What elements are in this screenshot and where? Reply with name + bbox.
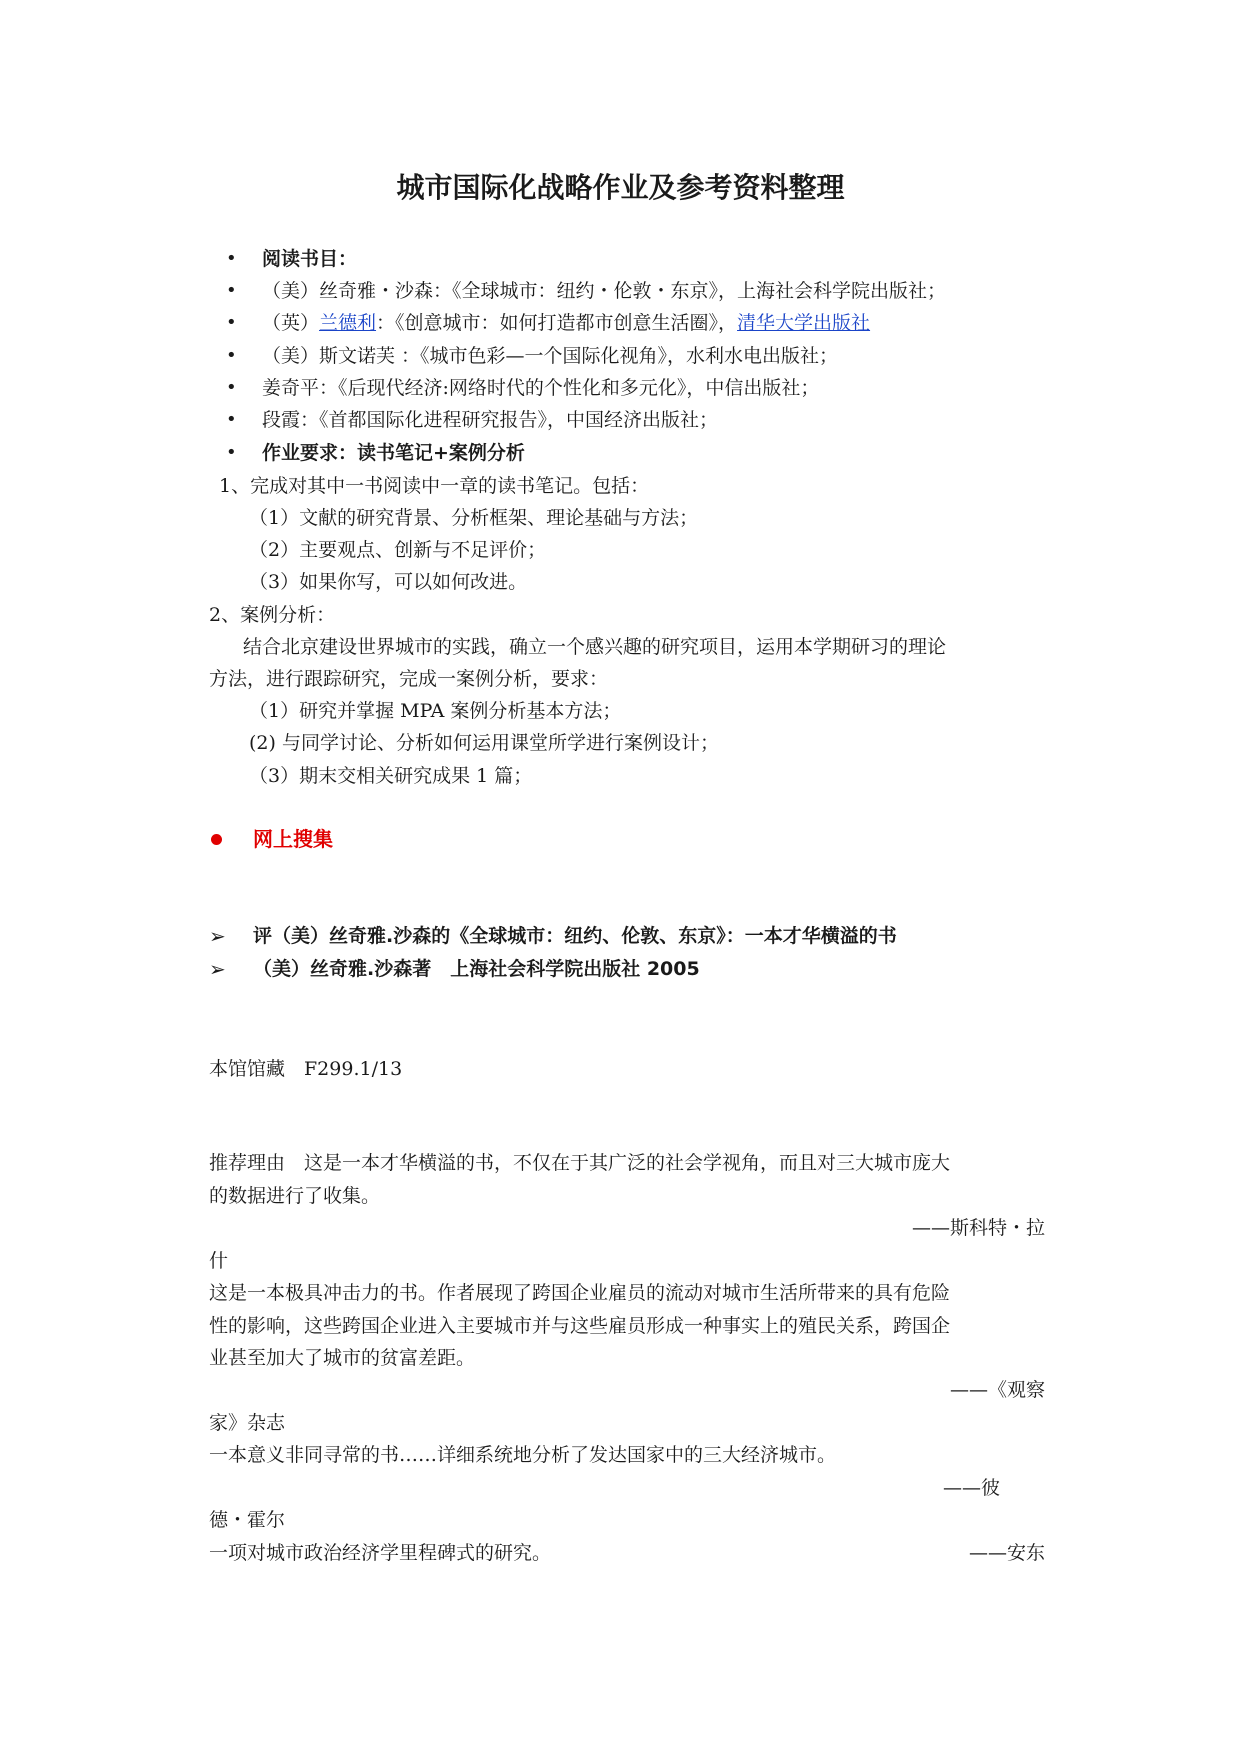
bullet-icon: • [226, 442, 237, 463]
book-item-4: 姜奇平：《后现代经济:网络时代的个性化和多元化》，中信出版社； [262, 377, 820, 399]
attribution-1: ——斯科特・拉 [911, 1217, 1045, 1239]
book-info: （美）丝奇雅.沙森著 上海社会科学院出版社 2005 [253, 958, 700, 980]
attribution-4: ——安东 [968, 1542, 1045, 1564]
quote-2-line-1: 这是一本极具冲击力的书。作者展现了跨国企业雇员的流动对城市生活所带来的具有危险 [209, 1282, 951, 1304]
bullet-icon: • [226, 409, 237, 430]
homework-item-2-2: (2) 与同学讨论、分析如何运用课堂所学进行案例设计； [249, 732, 719, 754]
page-title: 城市国际化战略作业及参考资料整理 [396, 171, 845, 204]
attribution-2: ——《观察 [949, 1379, 1045, 1401]
homework-item-1-3: （3）如果你写，可以如何改进。 [249, 571, 528, 593]
bullet-icon: • [226, 345, 237, 366]
bullet-icon: • [226, 280, 237, 301]
reason-line-1: 推荐理由 这是一本才华横溢的书，不仅在于其广泛的社会学视角，而且对三大城市庞大 [209, 1152, 951, 1174]
homework-item-2-1: （1）研究并掌握 MPA 案例分析基本方法； [249, 700, 622, 722]
library-holding: 本馆馆藏 F299.1/13 [209, 1058, 403, 1080]
publisher-link[interactable]: 清华大学出版社 [737, 312, 871, 334]
reason-line-2: 的数据进行了收集。 [209, 1185, 381, 1207]
homework-item-1-2: （2）主要观点、创新与不足评价； [249, 539, 547, 561]
bullet-icon: • [226, 377, 237, 398]
bullet-icon: • [226, 248, 237, 269]
attribution-2-cont: 家》杂志 [209, 1412, 286, 1434]
book-item-2-prefix: （英） [262, 312, 320, 334]
attribution-3-cont: 德・霍尔 [209, 1509, 286, 1531]
quote-2-line-3: 业甚至加大了城市的贫富差距。 [209, 1347, 476, 1369]
red-bullet-icon [211, 834, 222, 845]
attribution-3: ——彼 [942, 1477, 1000, 1499]
homework-item-2-3: （3）期末交相关研究成果 1 篇； [249, 765, 533, 787]
book-item-2 [262, 311, 870, 335]
arrow-bullet-icon: ➢ [209, 957, 226, 981]
bullet-icon: • [226, 312, 237, 333]
quote-4: 一项对城市政治经济学里程碑式的研究。 [209, 1542, 552, 1564]
book-item-3: （美）斯文诺芙 ：《城市色彩—一个国际化视角》，水利水电出版社； [262, 345, 839, 367]
arrow-bullet-icon: ➢ [209, 924, 226, 948]
quote-2-line-2: 性的影响，这些跨国企业进入主要城市并与这些雇员形成一种事实上的殖民关系，跨国企 [209, 1315, 951, 1337]
homework-item-1-1: （1）文献的研究背景、分析框架、理论基础与方法； [249, 507, 699, 529]
quote-3: 一本意义非同寻常的书……详细系统地分析了发达国家中的三大经济城市。 [209, 1444, 837, 1466]
case-paragraph-line-1: 结合北京建设世界城市的实践，确立一个感兴趣的研究项目，运用本学期研习的理论 [243, 636, 947, 658]
homework-heading: 作业要求：读书笔记+案例分析 [262, 442, 525, 464]
attribution-1-cont: 什 [209, 1250, 229, 1272]
homework-item-2: 2、案例分析： [209, 604, 336, 626]
book-item-1: （美）丝奇雅・沙森：《全球城市：纽约・伦敦・东京》，上海社会科学院出版社； [262, 280, 947, 302]
homework-item-1: 1、完成对其中一书阅读中一章的读书笔记。包括： [219, 475, 650, 497]
case-paragraph-line-2: 方法，进行跟踪研究，完成一案例分析，要求： [209, 668, 609, 690]
online-heading: 网上搜集 [253, 827, 333, 851]
book-item-2-middle: ：《创意城市：如何打造都市创意生活圈》， [376, 312, 738, 334]
review-title: 评（美）丝奇雅.沙森的《全球城市：纽约、伦敦、东京》：一本才华横溢的书 [253, 925, 897, 947]
reading-list-heading: 阅读书目： [262, 248, 358, 270]
book-item-5: 段霞：《首都国际化进程研究报告》，中国经济出版社； [262, 409, 719, 431]
author-link[interactable]: 兰德利 [319, 312, 377, 334]
